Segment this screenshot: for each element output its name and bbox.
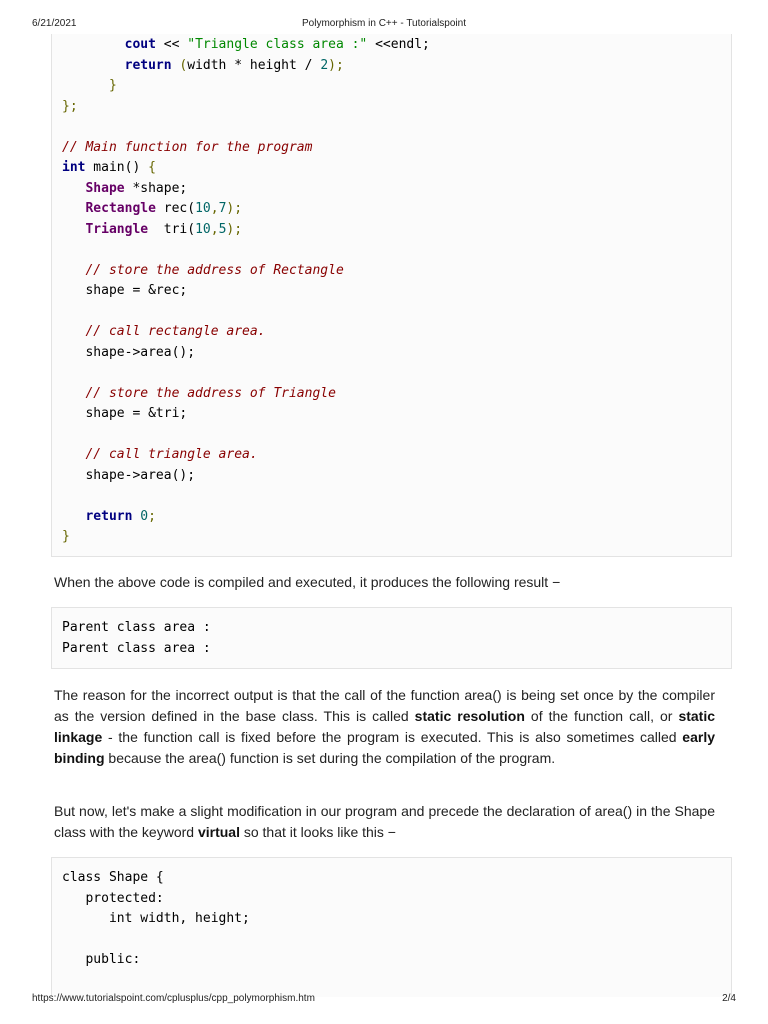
- code-token: // call triangle area.: [85, 447, 258, 462]
- code-line: [62, 909, 731, 930]
- code-line: [62, 322, 731, 343]
- code-token: ,: [210, 201, 219, 216]
- code-token: public:: [62, 952, 141, 967]
- code-line: [62, 868, 731, 889]
- code-token: class Shape {: [62, 870, 164, 885]
- code-line: [62, 486, 731, 507]
- code-token: 10: [195, 201, 211, 216]
- code-line: [62, 138, 731, 159]
- code-token: 2: [320, 57, 329, 73]
- code-block-shape-class: [51, 857, 732, 997]
- output-text: [52, 608, 731, 659]
- text-run: The reason for the incorrect output is that the call of the function area() is being set once by the compiler as the version defined in the base class. This is called: [54, 687, 715, 724]
- code-line: [62, 639, 731, 660]
- static-resolution-paragraph: [54, 685, 715, 769]
- code-line: [62, 527, 731, 548]
- code-block-main: [51, 34, 732, 557]
- bold-term: early binding: [54, 729, 715, 766]
- code-text: [52, 858, 731, 971]
- code-line: [62, 889, 731, 910]
- code-line: [62, 261, 731, 282]
- code-token: [62, 37, 125, 52]
- code-token: // store the address of Rectangle: [85, 262, 344, 278]
- code-token: [62, 263, 85, 278]
- code-token: rec(: [155, 201, 196, 216]
- code-line: [62, 117, 731, 138]
- code-token: width * height /: [187, 57, 321, 73]
- page-number: 2/4: [722, 993, 736, 1004]
- code-token: }: [62, 529, 70, 544]
- code-token: }: [108, 78, 117, 93]
- code-token: int: [62, 160, 86, 175]
- code-token: [62, 386, 85, 401]
- virtual-keyword-paragraph: [54, 801, 715, 843]
- code-token: [62, 78, 109, 93]
- code-line: [62, 179, 731, 200]
- code-line: [62, 343, 731, 364]
- code-token: cout: [124, 37, 156, 52]
- code-token: // store the address of Triangle: [85, 385, 336, 401]
- page-title: Polymorphism in C++ - Tutorialspoint: [302, 18, 466, 29]
- code-line: [62, 199, 731, 220]
- code-token: [62, 201, 85, 216]
- code-token: [62, 222, 85, 237]
- bold-term: virtual: [197, 824, 240, 840]
- code-line: [62, 56, 731, 77]
- code-token: return: [85, 508, 133, 524]
- code-line: [62, 930, 731, 951]
- code-token: 7: [218, 201, 227, 216]
- code-line: [62, 445, 731, 466]
- code-token: 10: [195, 221, 211, 237]
- code-line: [62, 425, 731, 446]
- code-line: [62, 507, 731, 528]
- result-intro-paragraph: When the above code is compiled and executed, it produces the following result −: [54, 574, 561, 590]
- code-token: "Triangle class area :": [187, 37, 368, 52]
- code-token: <<endl;: [367, 37, 430, 52]
- code-token: [62, 509, 85, 524]
- code-token: [62, 181, 85, 196]
- code-line: [62, 220, 731, 241]
- text-run: - the function call is fixed before the program is executed. This is also sometimes called: [102, 729, 683, 745]
- print-date: 6/21/2021: [32, 18, 77, 29]
- code-block-output: [51, 607, 732, 669]
- code-token: int width, height;: [62, 911, 250, 926]
- code-line: [62, 950, 731, 971]
- bold-term: static linkage: [54, 708, 716, 745]
- code-token: Rectangle: [85, 201, 156, 216]
- code-token: );: [328, 57, 344, 73]
- code-line: [62, 240, 731, 261]
- code-token: );: [226, 221, 243, 237]
- code-token: ;: [148, 508, 156, 524]
- code-token: shape->area();: [62, 344, 196, 360]
- text-run: because the area() function is set during the compilation of the program.: [104, 750, 556, 766]
- code-line: [62, 384, 731, 405]
- code-line: [62, 76, 731, 97]
- code-token: protected:: [62, 890, 164, 906]
- code-token: {: [148, 160, 156, 175]
- code-token: Parent class area :: [62, 620, 211, 635]
- text-run: But now, let's make a slight modification in our program and precede the declaration of area() in the Shape class with the keyword: [54, 803, 715, 840]
- code-token: (: [171, 57, 188, 73]
- code-line: [62, 363, 731, 384]
- code-token: *shape;: [124, 180, 188, 196]
- code-token: [62, 58, 125, 73]
- code-token: return: [124, 57, 172, 73]
- code-token: 5: [218, 221, 227, 237]
- code-token: Triangle: [85, 221, 149, 237]
- code-token: ,: [210, 221, 219, 237]
- code-line: [62, 618, 731, 639]
- code-line: [62, 158, 731, 179]
- code-token: shape = &tri;: [62, 406, 188, 421]
- code-line: [62, 281, 731, 302]
- code-token: main(): [85, 160, 149, 175]
- code-token: [62, 447, 85, 462]
- code-line: [62, 466, 731, 487]
- text-run: of the function call, or: [524, 708, 679, 724]
- code-line: [62, 404, 731, 425]
- code-token: shape = &rec;: [62, 283, 188, 298]
- bold-term: static resolution: [414, 708, 525, 724]
- code-token: };: [62, 98, 78, 114]
- code-token: Parent class area :: [62, 640, 211, 656]
- code-token: shape->area();: [62, 467, 196, 483]
- code-token: 0: [140, 508, 149, 524]
- code-line: [62, 97, 731, 118]
- page-url: https://www.tutorialspoint.com/cplusplus/cpp_polymorphism.htm: [32, 993, 315, 1004]
- code-token: tri(: [148, 221, 196, 237]
- code-token: [62, 324, 85, 339]
- code-token: Shape: [85, 180, 125, 196]
- code-token: );: [226, 201, 243, 216]
- code-token: <<: [155, 37, 188, 52]
- code-line: [62, 35, 731, 56]
- code-token: // Main function for the program: [62, 139, 313, 155]
- code-token: // call rectangle area.: [85, 324, 266, 339]
- code-text: [52, 34, 731, 548]
- code-line: [62, 302, 731, 323]
- text-run: so that it looks like this −: [239, 824, 396, 840]
